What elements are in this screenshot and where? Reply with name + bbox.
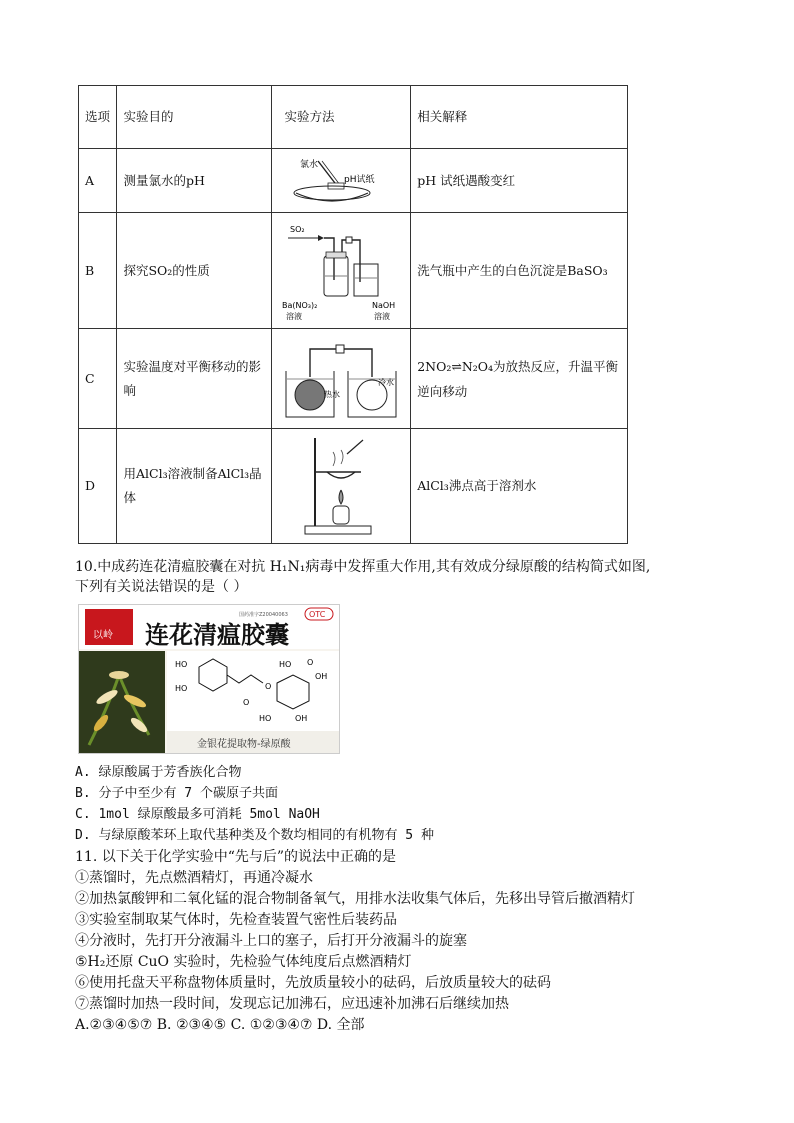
glass-rod-edge [322,161,340,185]
row-purpose: 测量氯水的pH [117,149,272,213]
q11-item: ④分液时，先打开分液漏斗上口的塞子，后打开分液漏斗的旋塞 [75,933,467,949]
evaporation-figure [301,434,381,538]
atom-label: HO [175,660,188,669]
label-ba-nitrate: Ba(NO₃)₂ [282,300,318,310]
q10-stem-line1: 10.中成药连花清瘟胶囊在对抗 H₁N₁病毒中发挥重大作用,其有效成分绿原酸的结构简式如图, [75,559,651,575]
label-solution-2: 溶液 [374,311,391,321]
label-naoh: NaOH [372,300,396,310]
chlorine-water-ph-figure [286,153,396,209]
product-title: 连花清瘟胶囊 [145,621,289,649]
label-hot-water: 热水 [324,389,341,399]
row-option: D [79,429,117,544]
hot-flask [295,380,325,410]
table-header-row [79,86,628,149]
atom-label: OH [295,714,308,723]
clip [336,345,344,353]
evaporating-dish [327,472,355,478]
alcohol-lamp [333,506,349,524]
row-option: A [79,149,117,213]
q10-option-b: B. 分子中至少有 7 个碳原子共面 [75,786,278,801]
table-row [79,149,628,213]
approval-number: 国药准字Z20040063 [239,612,288,618]
q11-stem: 11. 以下关于化学实验中“先与后”的说法中正确的是 [75,849,397,865]
label-solution-1: 溶液 [286,311,303,321]
header-purpose: 实验目的 [117,86,272,149]
otc-label: OTC [309,610,326,619]
no2-equilibrium-figure [278,333,404,425]
inlet-tube [324,238,334,280]
row-purpose: 实验温度对平衡移动的影响 [117,329,272,429]
row-explanation: pH 试纸遇酸变红 [411,149,628,213]
atom-label: O [307,658,314,667]
stirring-rod [347,440,363,454]
label-chlorine-water: 氯水 [300,159,319,170]
flame [339,490,343,504]
row-option: C [79,329,117,429]
beaker [354,264,378,296]
product-banner [78,604,340,754]
q11-item: ①蒸馏时，先点燃酒精灯，再通冷凝水 [75,870,313,886]
q10-option-d: D. 与绿原酸苯环上取代基种类及个数均相同的有机物有 5 种 [75,828,434,843]
atom-label: HO [259,714,272,723]
label-cold-water: 冷水 [378,377,395,387]
bottle-stopper [326,252,346,258]
experiment-table [78,85,628,544]
q11-item: ⑥使用托盘天平称盘物体质量时，先放质量较小的砝码，后放质量较大的砝码 [75,975,551,991]
stand-base [305,526,371,534]
row-purpose: 探究SO₂的性质 [117,213,272,329]
label-ph-paper: pH试纸 [344,174,375,185]
clip [346,237,352,243]
atom-label: OH [315,672,328,681]
atom-label: O [243,698,250,707]
q11-item: ⑦蒸馏时加热一段时间，发现忘记加沸石，应迅速补加沸石后继续加热 [75,996,509,1012]
equilibrium-explanation: 2NO₂⇌N₂O₄为放热反应，升温平衡逆向移动 [417,358,619,399]
flower-1 [109,671,129,679]
q11-answer-choices: A.②③④⑤⑦ B. ②③④⑤ C. ①②③④⑦ D. 全部 [75,1017,365,1033]
q10-option-a: A. 绿原酸属于芳香族化合物 [75,765,242,780]
q11-item: ②加热氯酸钾和二氧化锰的混合物制备氧气，用排水法收集气体后，先移出导管后撤酒精灯 [75,891,635,907]
row-option: B [79,213,117,329]
row-method-figure [272,429,411,544]
row-method-figure [272,213,411,329]
atom-label: O [265,682,272,691]
atom-label: HO [175,684,188,693]
row-method-figure [272,329,411,429]
row-explanation: AlCl₃沸点高于溶剂水 [411,429,628,544]
q11-item: ⑤H₂还原 CuO 实验时，先检验气体纯度后点燃酒精灯 [75,954,412,970]
table-row [79,213,628,329]
row-explanation: 洗气瓶中产生的白色沉淀是BaSO₃ [411,213,628,329]
arrow-head [318,235,324,241]
label-so2: SO₂ [290,224,305,234]
table-row [79,329,628,429]
banner-caption: 金银花提取物-绿原酸 [197,739,291,750]
header-explanation: 相关解释 [411,86,628,149]
header-option: 选项 [79,86,117,149]
so2-gas-washing-figure [280,218,402,324]
header-method: 实验方法 [272,86,411,149]
q11-item: ③实验室制取某气体时，先检查装置气密性后装药品 [75,912,397,928]
brand-name: 以岭 [93,630,113,641]
banner-figure [79,605,339,753]
row-explanation [411,329,628,429]
steam [333,450,343,466]
row-purpose: 用AlCl₃溶液制备AlCl₃晶体 [117,429,272,544]
atom-label: HO [279,660,292,669]
q10-stem-line2: 下列有关说法错误的是（ ） [75,579,248,595]
row-method-figure [272,149,411,213]
q10-option-c: C. 1mol 绿原酸最多可消耗 5mol NaOH [75,807,320,822]
table-row [79,429,628,544]
